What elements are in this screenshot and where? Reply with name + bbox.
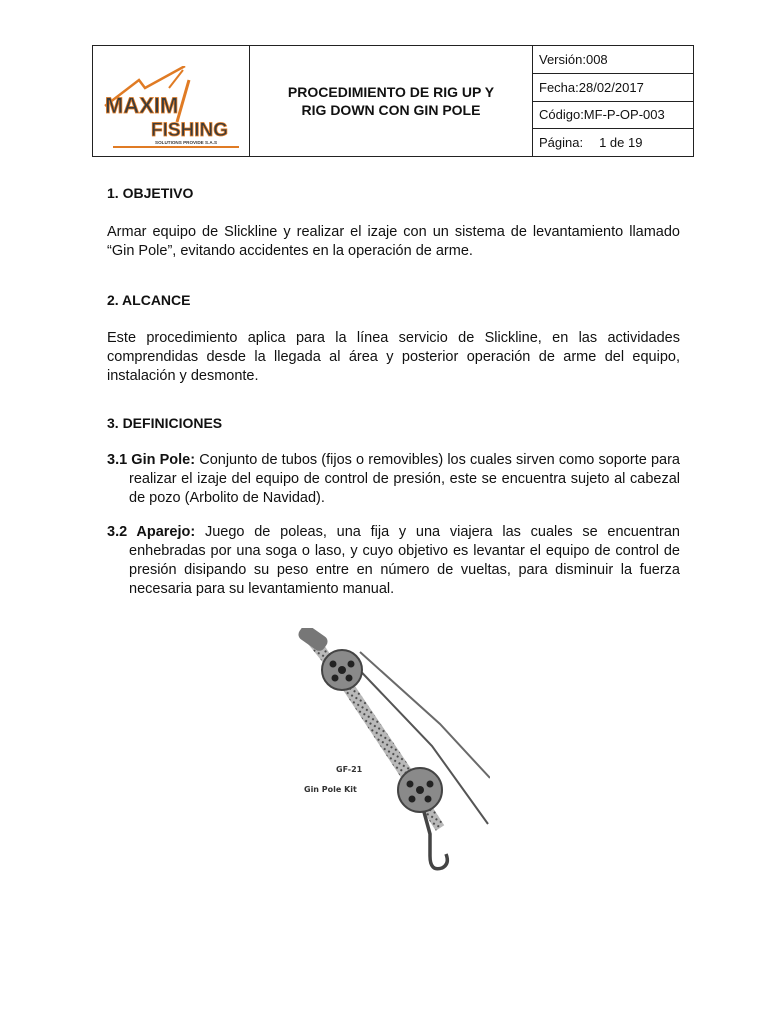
maxim-fishing-logo: [99, 66, 244, 148]
definition-text: Conjunto de tubos (fijos o removibles) los cuales sirven como soporte para realizar el izaje del equipo de control de presión, este se encuentra sujeto al cabezal de pozo (Arbolito de Navidad).: [129, 452, 680, 506]
logo-tagline: SOLUTIONS PROVIDE S.A.S: [155, 140, 218, 145]
logo-line2: FISHING: [151, 120, 229, 141]
definition-gin-pole: [107, 451, 680, 508]
page-number: 1 de 19: [599, 135, 643, 151]
logo-line1: MAXIM: [105, 93, 179, 118]
section-heading-objetivo: 1. OBJETIVO: [107, 185, 194, 201]
section-heading-definiciones: 3. DEFINICIONES: [107, 415, 223, 431]
definition-aparejo: [107, 523, 680, 599]
objetivo-text: Armar equipo de Slickline y realizar el izaje con un sistema de levantamiento llamado “Gin Pole”, evitando accidentes en la operación de arme.: [107, 224, 680, 259]
document-title-text: PROCEDIMIENTO DE RIG UP Y RIG DOWN CON GIN POLE: [287, 84, 495, 118]
version-cell: Versión:008: [533, 46, 693, 74]
document-header: [92, 45, 694, 157]
document-title: [250, 46, 533, 156]
section-heading-alcance: 2. ALCANCE: [107, 292, 191, 308]
code-cell: Código:MF-P-OP-003: [533, 102, 693, 130]
figure-model: GF-21: [336, 765, 363, 774]
gin-pole-kit-image: [290, 628, 490, 890]
definition-term: 3.2 Aparejo:: [107, 524, 196, 540]
document-meta: [533, 46, 693, 156]
date-cell: Fecha:28/02/2017: [533, 74, 693, 102]
definition-text: Juego de poleas, una fija y una viajera las cuales se encuentran enhebradas por una soga o laso, y cuyo objetivo es levantar el equipo de control de presión disipando su peso entre en número de vueltas, para disminuir la fuerza necesaria para su levantamiento manual.: [129, 524, 680, 597]
definition-term: 3.1 Gin Pole:: [107, 452, 196, 468]
company-logo: [93, 46, 250, 156]
page-label: Página:: [539, 135, 584, 151]
figure-caption: Gin Pole Kit: [304, 785, 357, 794]
alcance-text: Este procedimiento aplica para la línea servicio de Slickline, en las actividades comprendidas desde la llegada al área y posterior operación de arme del equipo, instalación y desmonte.: [107, 330, 680, 384]
page-cell: [533, 129, 693, 156]
